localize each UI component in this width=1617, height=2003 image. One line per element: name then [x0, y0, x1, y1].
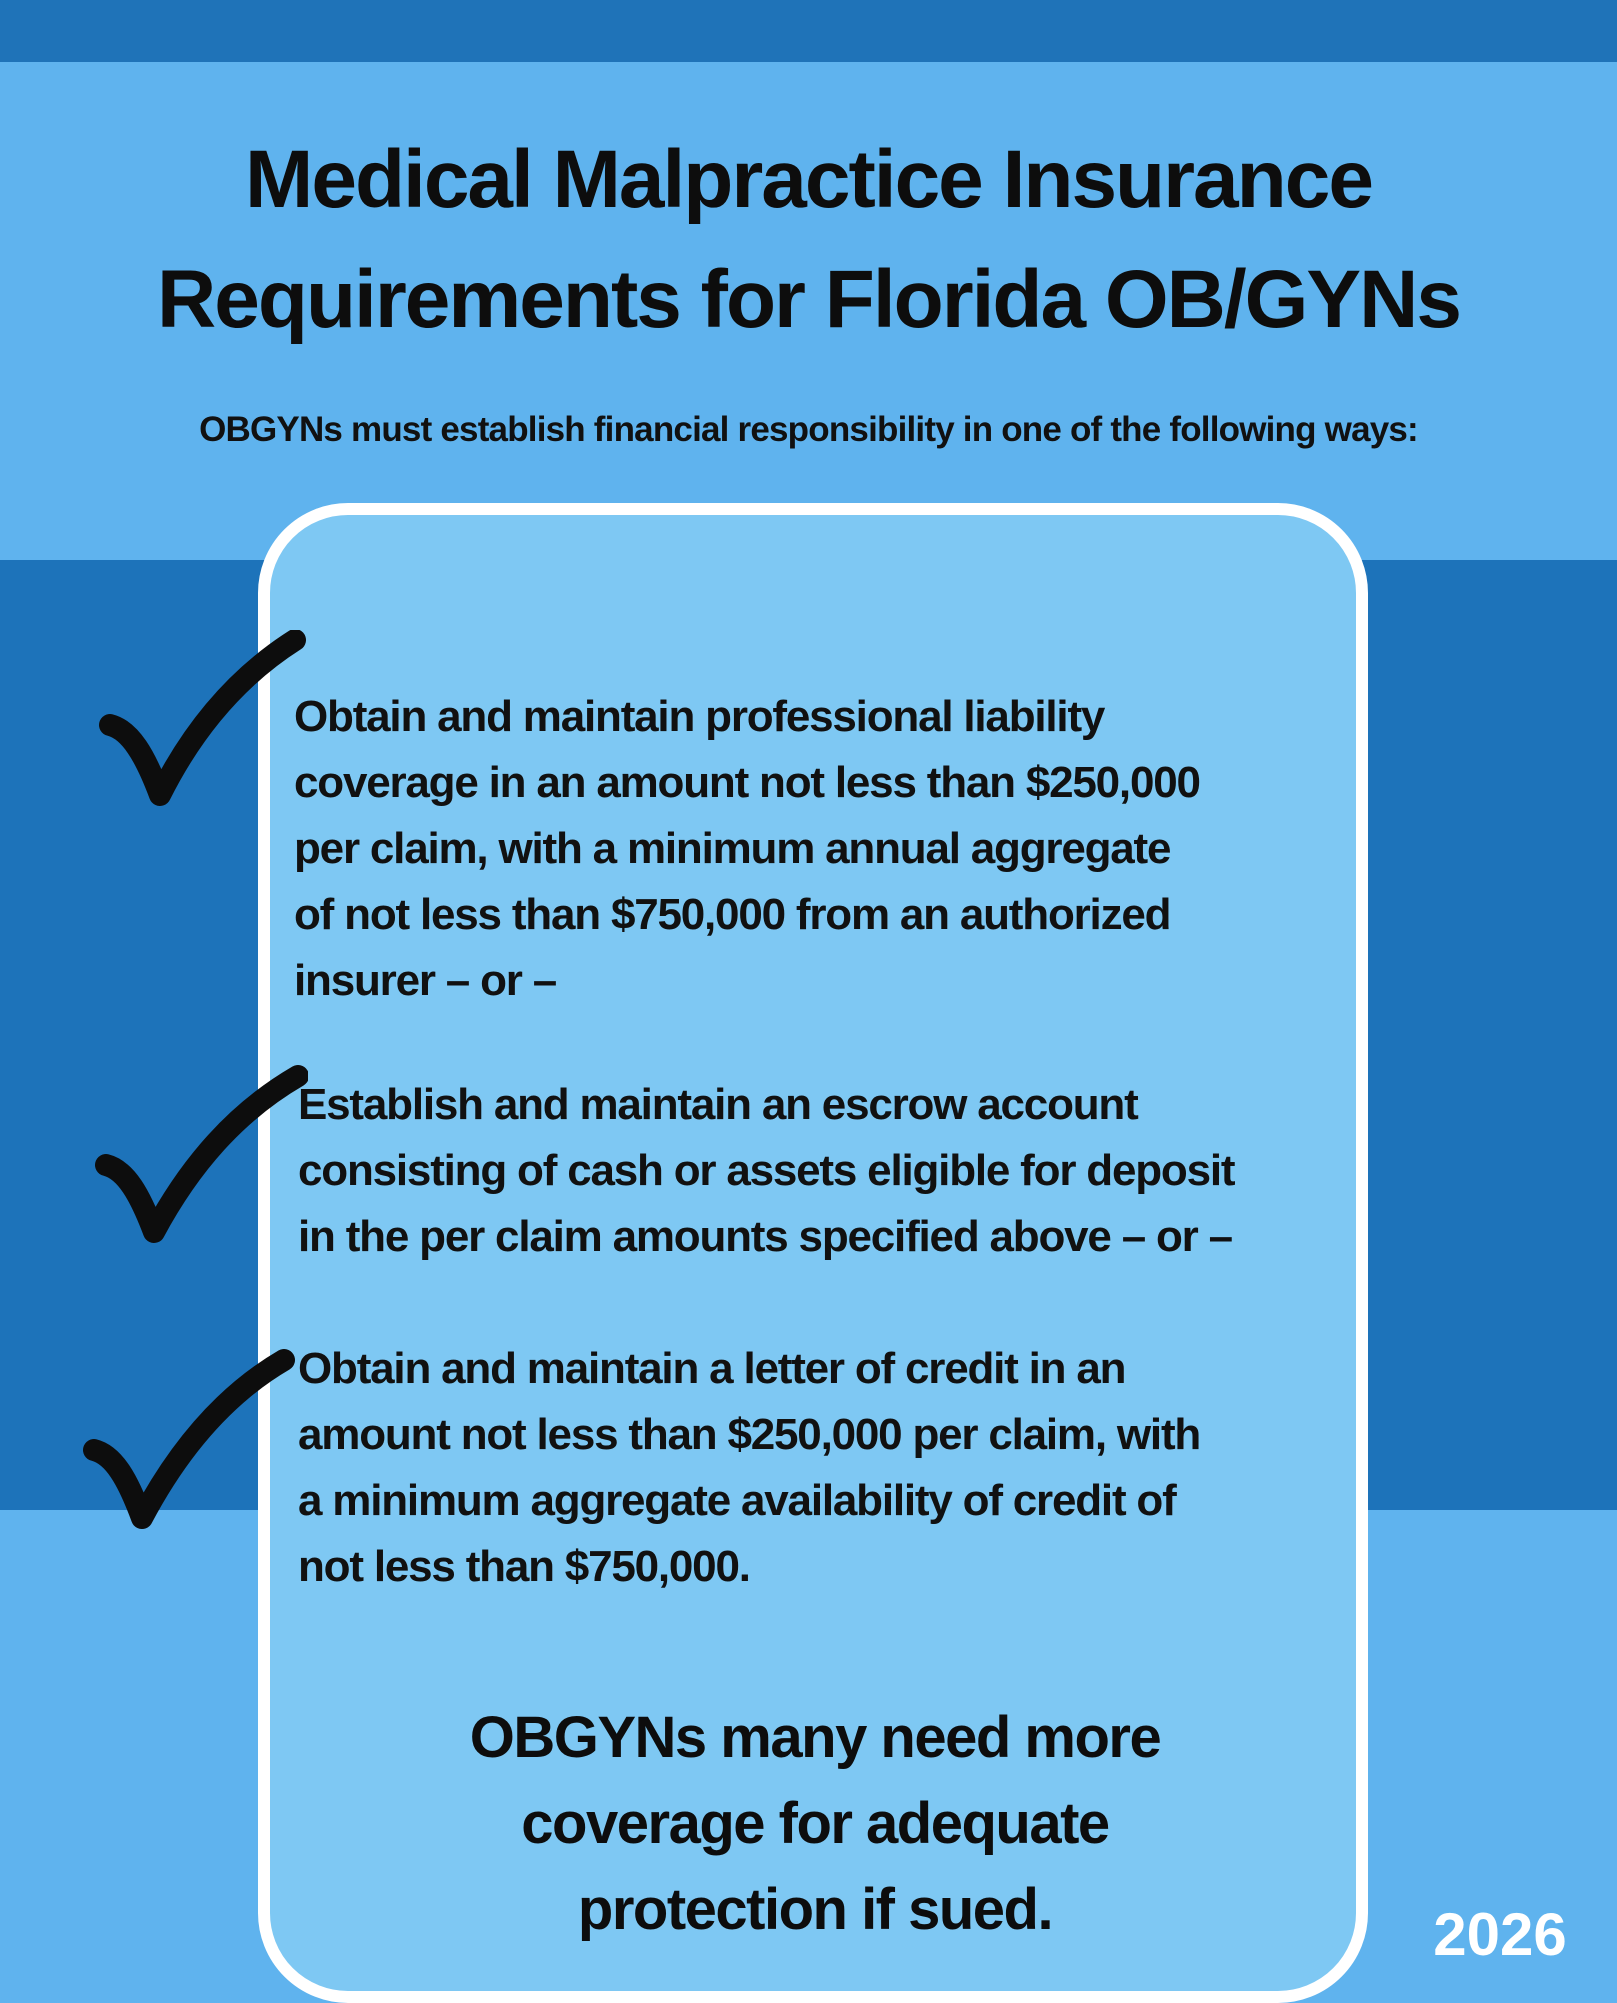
- top-band: [0, 0, 1617, 62]
- page-title: Medical Malpractice Insurance Requirements for Florida OB/GYNs: [157, 134, 1460, 345]
- requirement-escrow-text: Establish and maintain an escrow account consisting of cash or assets eligible for deposit in the per claim amounts specified above – or –: [298, 1080, 1235, 1261]
- checkmark-icon: [78, 1340, 298, 1540]
- coverage-note: OBGYNs many need more coverage for adequate protection if sued.: [469, 1705, 1161, 1942]
- checkmark-icon: [88, 1060, 308, 1260]
- checkmark-icon: [90, 630, 310, 830]
- requirement-insurance-text: Obtain and maintain professional liability coverage in an amount not less than $250,000 per claim, with a minimum annual aggregate of not less than $750,000 from an authorized insurer – or –: [294, 692, 1200, 1005]
- requirement-letter-of-credit-text: Obtain and maintain a letter of credit in an amount not less than $250,000 per claim, with a minimum aggregate availability of credit of not less than $750,000.: [298, 1344, 1201, 1591]
- page-subtitle: OBGYNs must establish financial responsibility in one of the following ways:: [199, 410, 1418, 449]
- year-label: 2026: [1433, 1901, 1567, 1968]
